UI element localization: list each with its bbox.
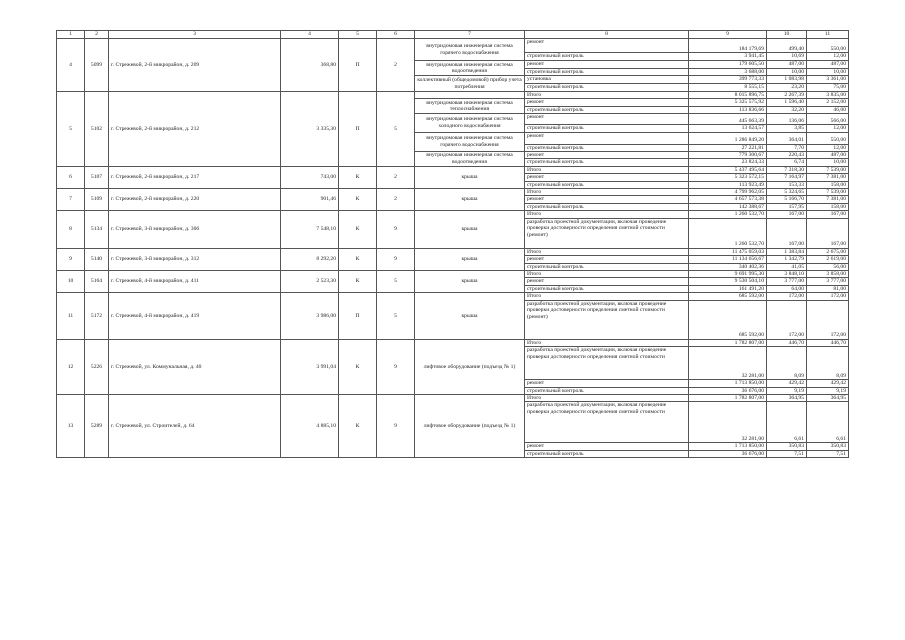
cost-total-cell: 13 624,57 (689, 125, 767, 132)
table-row (57, 394, 849, 401)
work-system-cell: коллективный (общедомовой) прибор учета потребления (415, 76, 525, 91)
cost-per-unit-cell: 9,19 (767, 387, 807, 394)
material-cell: К (339, 271, 377, 293)
floors-cell: 2 (377, 39, 415, 92)
work-system-cell: крыша (415, 189, 525, 211)
object-address-cell: г. Стрежевой, 3-й микрорайон, д. 312 (109, 248, 281, 270)
area-cell: 3 991,04 (281, 339, 339, 394)
cost-per-unit-cell: 446,70 (767, 339, 807, 346)
cost-per-unit-cell: 487,00 (767, 61, 807, 69)
area-cell: 4 885,10 (281, 394, 339, 457)
table-row (57, 211, 849, 218)
header-cell: 6 (377, 31, 415, 39)
work-type-cell: ремонт (525, 151, 689, 158)
cost-limit-cell: 12,00 (807, 144, 849, 151)
cost-limit-cell: 75,00 (807, 84, 849, 91)
header-cell: 9 (689, 31, 767, 39)
row-number-cell: 13 (57, 394, 85, 457)
floors-cell: 5 (377, 91, 415, 166)
cost-limit-cell: 46,00 (807, 106, 849, 113)
work-type-cell: ремонт (525, 39, 689, 53)
object-address-cell: г. Стрежевой, 4-й микрорайон, д. 419 (109, 293, 281, 339)
header-cell: 5 (339, 31, 377, 39)
area-cell: 3 335,30 (281, 91, 339, 166)
cost-total-cell: 5 437 495,64 (689, 166, 767, 173)
cost-limit-cell: 9,19 (807, 387, 849, 394)
cost-per-unit-cell: 499,40 (767, 39, 807, 53)
object-id-cell: 5226 (85, 339, 109, 394)
work-type-cell: строительный контроль (525, 450, 689, 457)
row-number-cell: 10 (57, 271, 85, 293)
header-cell: 3 (109, 31, 281, 39)
cost-per-unit-cell: 3,85 (767, 125, 807, 132)
work-system-cell: крыша (415, 166, 525, 188)
work-system-cell (415, 91, 525, 98)
object-address-cell: г. Стрежевой, 4-й микрорайон, д. 411 (109, 271, 281, 293)
cost-total-cell: 8 555,15 (689, 84, 767, 91)
cost-limit-cell: 429,42 (807, 380, 849, 387)
cost-total-cell: 161 491,20 (689, 285, 767, 292)
cost-limit-cell: 7 381,00 (807, 174, 849, 181)
work-system-cell: внутридомовая инженерная система водоотведения (415, 151, 525, 166)
object-address-cell: г. Стрежевой, 2-й микрорайон, д. 209 (109, 39, 281, 92)
work-type-cell: ремонт (525, 132, 689, 144)
table-row (57, 166, 849, 173)
row-number-cell: 8 (57, 211, 85, 248)
header-cell: 1 (57, 31, 85, 39)
work-type-cell: строительный контроль (525, 144, 689, 151)
cost-limit-cell: 56,00 (807, 263, 849, 270)
cost-limit-cell: 2 675,00 (807, 248, 849, 255)
header-cell: 10 (767, 31, 807, 39)
floors-cell: 2 (377, 166, 415, 188)
cost-total-cell: 4 657 573,38 (689, 196, 767, 203)
header-cell: 4 (281, 31, 339, 39)
work-system-cell: крыша (415, 293, 525, 339)
work-type-cell: строительный контроль (525, 106, 689, 113)
cost-limit-cell: 158,00 (807, 203, 849, 210)
object-address-cell: г. Стрежевой, 2-й микрорайон, д. 217 (109, 166, 281, 188)
work-type-cell: строительный контроль (525, 159, 689, 166)
cost-per-unit-cell: 3 777,00 (767, 278, 807, 285)
table-row (57, 248, 849, 255)
cost-total-cell: 11 475 059,03 (689, 248, 767, 255)
object-id-cell: 5289 (85, 394, 109, 457)
cost-limit-cell: 3 858,00 (807, 271, 849, 278)
cost-limit-cell: 10,00 (807, 69, 849, 76)
cost-limit-cell: 10,00 (807, 159, 849, 166)
cost-total-cell: 3 941,45 (689, 53, 767, 61)
work-type-cell: строительный контроль (525, 203, 689, 210)
material-cell: К (339, 394, 377, 457)
cost-total-cell: 685 592,00 (689, 300, 767, 339)
cost-per-unit-cell: 364,01 (767, 132, 807, 144)
cost-total-cell: 5 325 575,92 (689, 99, 767, 106)
works-table (56, 30, 849, 458)
object-id-cell: 5102 (85, 91, 109, 166)
work-type-cell: ремонт (525, 99, 689, 106)
area-cell: 7 548,10 (281, 211, 339, 248)
object-address-cell: г. Стрежевой, ул. Коммунальная, д. 40 (109, 339, 281, 394)
cost-limit-cell: 81,00 (807, 285, 849, 292)
floors-cell: 2 (377, 189, 415, 211)
cost-limit-cell: 167,00 (807, 211, 849, 218)
cost-limit-cell: 487,00 (807, 151, 849, 158)
cost-total-cell: 445 663,39 (689, 114, 767, 125)
cost-per-unit-cell: 64,00 (767, 285, 807, 292)
object-id-cell: 5109 (85, 189, 109, 211)
cost-total-cell: 779 300,67 (689, 151, 767, 158)
cost-per-unit-cell: 10,00 (767, 69, 807, 76)
cost-per-unit-cell: 172,00 (767, 300, 807, 339)
work-system-cell: крыша (415, 248, 525, 270)
work-type-cell: строительный контроль (525, 263, 689, 270)
cost-limit-cell: 3 361,00 (807, 76, 849, 84)
cost-limit-cell: 2 619,00 (807, 256, 849, 263)
cost-total-cell: 113 836,66 (689, 106, 767, 113)
cost-limit-cell: 158,00 (807, 181, 849, 188)
table-row (57, 189, 849, 196)
header-cell: 8 (525, 31, 689, 39)
cost-per-unit-cell: 1 342,79 (767, 256, 807, 263)
cost-limit-cell: 364,95 (807, 394, 849, 401)
cost-limit-cell: 2 152,00 (807, 99, 849, 106)
material-cell: П (339, 293, 377, 339)
cost-limit-cell: 7 539,00 (807, 166, 849, 173)
work-type-cell: ремонт (525, 443, 689, 450)
work-type-cell: Итого (525, 271, 689, 278)
material-cell: К (339, 211, 377, 248)
cost-per-unit-cell: 136,06 (767, 114, 807, 125)
cost-limit-cell: 12,00 (807, 53, 849, 61)
header-cell: 11 (807, 31, 849, 39)
work-type-cell: строительный контроль (525, 285, 689, 292)
cost-total-cell: 9 530 504,10 (689, 278, 767, 285)
row-number-cell: 12 (57, 339, 85, 394)
work-type-cell: ремонт (525, 196, 689, 203)
work-type-cell: Итого (525, 293, 689, 300)
cost-limit-cell: 550,00 (807, 132, 849, 144)
work-type-cell: строительный контроль (525, 125, 689, 132)
object-id-cell: 5172 (85, 293, 109, 339)
work-type-cell: строительный контроль (525, 69, 689, 76)
cost-per-unit-cell: 153,33 (767, 181, 807, 188)
row-number-cell: 4 (57, 39, 85, 92)
cost-per-unit-cell: 429,42 (767, 380, 807, 387)
material-cell: К (339, 339, 377, 394)
work-system-cell: лифтовое оборудование (подъезд № 1) (415, 339, 525, 394)
cost-limit-cell: 3 835,00 (807, 91, 849, 98)
work-type-cell: ремонт (525, 278, 689, 285)
work-type-cell: разработка проектной документации, включая проведение проверки достоверности определения сметной стоимости (525, 347, 689, 380)
table-row (57, 339, 849, 346)
cost-total-cell: 113 923,49 (689, 181, 767, 188)
cost-limit-cell: 3 777,00 (807, 278, 849, 285)
cost-per-unit-cell: 41,05 (767, 263, 807, 270)
floors-cell: 5 (377, 293, 415, 339)
cost-total-cell: 36 676,00 (689, 387, 767, 394)
object-address-cell: г. Стрежевой, ул. Строителей, д. 64 (109, 394, 281, 457)
cost-per-unit-cell: 10,69 (767, 53, 807, 61)
row-number-cell: 6 (57, 166, 85, 188)
cost-total-cell: 1 713 850,00 (689, 443, 767, 450)
cost-limit-cell: 172,00 (807, 300, 849, 339)
work-system-cell: крыша (415, 271, 525, 293)
cost-per-unit-cell: 220,43 (767, 151, 807, 158)
cost-per-unit-cell: 1 383,84 (767, 248, 807, 255)
area-cell: 368,80 (281, 39, 339, 92)
area-cell: 743,00 (281, 166, 339, 188)
cost-limit-cell: 487,00 (807, 61, 849, 69)
header-cell: 7 (415, 31, 525, 39)
work-system-cell: лифтовое оборудование (подъезд № 1) (415, 394, 525, 457)
cost-per-unit-cell: 172,00 (767, 293, 807, 300)
cost-total-cell: 685 592,00 (689, 293, 767, 300)
cost-total-cell: 32 281,00 (689, 402, 767, 443)
cost-total-cell: 1 782 807,00 (689, 394, 767, 401)
cost-limit-cell: 172,00 (807, 293, 849, 300)
cost-limit-cell: 6,61 (807, 402, 849, 443)
cost-total-cell: 340 402,36 (689, 263, 767, 270)
cost-total-cell: 32 281,00 (689, 347, 767, 380)
floors-cell: 9 (377, 248, 415, 270)
object-address-cell: г. Стрежевой, 3-й микрорайон, д. 306 (109, 211, 281, 248)
object-address-cell: г. Стрежевой, 2-й микрорайон, д. 220 (109, 189, 281, 211)
cost-total-cell: 1 713 850,00 (689, 380, 767, 387)
work-type-cell: ремонт (525, 380, 689, 387)
work-type-cell: строительный контроль (525, 84, 689, 91)
work-type-cell: ремонт (525, 61, 689, 69)
floors-cell: 9 (377, 339, 415, 394)
work-type-cell: Итого (525, 211, 689, 218)
work-type-cell: строительный контроль (525, 53, 689, 61)
work-type-cell: Итого (525, 339, 689, 346)
work-type-cell: Итого (525, 394, 689, 401)
cost-total-cell: 9 691 995,30 (689, 271, 767, 278)
cost-total-cell: 11 134 656,67 (689, 256, 767, 263)
floors-cell: 9 (377, 211, 415, 248)
row-number-cell: 9 (57, 248, 85, 270)
work-type-cell: строительный контроль (525, 387, 689, 394)
cost-total-cell: 3 688,00 (689, 69, 767, 76)
cost-total-cell: 1 260 532,70 (689, 211, 767, 218)
object-id-cell: 5134 (85, 211, 109, 248)
cost-total-cell: 184 179,69 (689, 39, 767, 53)
cost-per-unit-cell: 8,09 (767, 347, 807, 380)
cost-limit-cell: 167,00 (807, 218, 849, 248)
cost-per-unit-cell: 6,74 (767, 159, 807, 166)
work-type-cell: разработка проектной документации, включая проведение проверки достоверности определения сметной стоимости (ремонт) (525, 300, 689, 339)
material-cell: К (339, 248, 377, 270)
cost-total-cell: 5 323 572,15 (689, 174, 767, 181)
cost-per-unit-cell: 3 848,10 (767, 271, 807, 278)
work-system-cell: внутридомовая инженерная система теплоснабжения (415, 99, 525, 114)
table-row (57, 271, 849, 278)
cost-limit-cell: 7 539,00 (807, 189, 849, 196)
cost-per-unit-cell: 2 267,39 (767, 91, 807, 98)
cost-total-cell: 36 676,00 (689, 450, 767, 457)
cost-per-unit-cell: 5 166,70 (767, 196, 807, 203)
area-cell: 3 986,00 (281, 293, 339, 339)
cost-total-cell: 23 824,33 (689, 159, 767, 166)
cost-limit-cell: 566,00 (807, 114, 849, 125)
cost-per-unit-cell: 6,61 (767, 402, 807, 443)
work-system-cell: внутридомовая инженерная система горячего водоснабжения (415, 132, 525, 151)
cost-per-unit-cell: 7,51 (767, 450, 807, 457)
work-type-cell: Итого (525, 91, 689, 98)
cost-limit-cell: 12,00 (807, 125, 849, 132)
cost-total-cell: 142 388,67 (689, 203, 767, 210)
cost-per-unit-cell: 167,00 (767, 218, 807, 248)
cost-total-cell: 4 799 962,05 (689, 189, 767, 196)
row-number-cell: 7 (57, 189, 85, 211)
object-id-cell: 5140 (85, 248, 109, 270)
cost-total-cell: 399 773,33 (689, 76, 767, 84)
work-type-cell: строительный контроль (525, 181, 689, 188)
cost-limit-cell: 7 381,00 (807, 196, 849, 203)
work-type-cell: Итого (525, 189, 689, 196)
work-type-cell: разработка проектной документации, включая проведение проверки достоверности определения сметной стоимости (525, 402, 689, 443)
cost-limit-cell: 7,51 (807, 450, 849, 457)
table-header-row (57, 31, 849, 39)
cost-per-unit-cell: 1 083,98 (767, 76, 807, 84)
object-address-cell: г. Стрежевой, 2-й микрорайон, д. 212 (109, 91, 281, 166)
cost-per-unit-cell: 157,95 (767, 203, 807, 210)
table-row (57, 39, 849, 53)
cost-limit-cell: 8,09 (807, 347, 849, 380)
work-type-cell: установка (525, 76, 689, 84)
cost-per-unit-cell: 7 164,97 (767, 174, 807, 181)
cost-per-unit-cell: 364,95 (767, 394, 807, 401)
cost-total-cell: 27 221,81 (689, 144, 767, 151)
cost-per-unit-cell: 1 596,40 (767, 99, 807, 106)
work-system-cell: внутридомовая инженерная система водоотведения (415, 61, 525, 76)
table-row (57, 293, 849, 300)
work-type-cell: Итого (525, 166, 689, 173)
material-cell: П (339, 91, 377, 166)
floors-cell: 9 (377, 394, 415, 457)
object-id-cell: 5164 (85, 271, 109, 293)
material-cell: П (339, 39, 377, 92)
work-type-cell: ремонт (525, 174, 689, 181)
area-cell: 2 523,30 (281, 271, 339, 293)
work-system-cell: крыша (415, 211, 525, 248)
material-cell: К (339, 189, 377, 211)
area-cell: 901,46 (281, 189, 339, 211)
object-id-cell: 5099 (85, 39, 109, 92)
work-type-cell: ремонт (525, 256, 689, 263)
cost-per-unit-cell: 7,70 (767, 144, 807, 151)
cost-limit-cell: 550,00 (807, 39, 849, 53)
cost-total-cell: 8 015 896,75 (689, 91, 767, 98)
row-number-cell: 5 (57, 91, 85, 166)
work-system-cell: внутридомовая инженерная система холодного водоснабжения (415, 114, 525, 132)
cost-per-unit-cell: 32,20 (767, 106, 807, 113)
cost-per-unit-cell: 167,00 (767, 211, 807, 218)
cost-total-cell: 1 782 807,00 (689, 339, 767, 346)
object-id-cell: 5107 (85, 166, 109, 188)
work-type-cell: разработка проектной документации, включая проведение проверки достоверности определения сметной стоимости (ремонт) (525, 218, 689, 248)
work-system-cell: внутридомовая инженерная система горячего водоснабжения (415, 39, 525, 61)
cost-per-unit-cell: 23,20 (767, 84, 807, 91)
cost-total-cell: 1 260 532,70 (689, 218, 767, 248)
material-cell: К (339, 166, 377, 188)
row-number-cell: 11 (57, 293, 85, 339)
cost-per-unit-cell: 5 324,65 (767, 189, 807, 196)
header-cell: 2 (85, 31, 109, 39)
cost-limit-cell: 350,83 (807, 443, 849, 450)
table-row (57, 91, 849, 98)
cost-per-unit-cell: 350,83 (767, 443, 807, 450)
floors-cell: 5 (377, 271, 415, 293)
cost-limit-cell: 446,70 (807, 339, 849, 346)
cost-per-unit-cell: 7 318,30 (767, 166, 807, 173)
work-type-cell: ремонт (525, 114, 689, 125)
area-cell: 8 292,20 (281, 248, 339, 270)
cost-total-cell: 179 605,50 (689, 61, 767, 69)
cost-total-cell: 1 286 849,20 (689, 132, 767, 144)
work-type-cell: Итого (525, 248, 689, 255)
